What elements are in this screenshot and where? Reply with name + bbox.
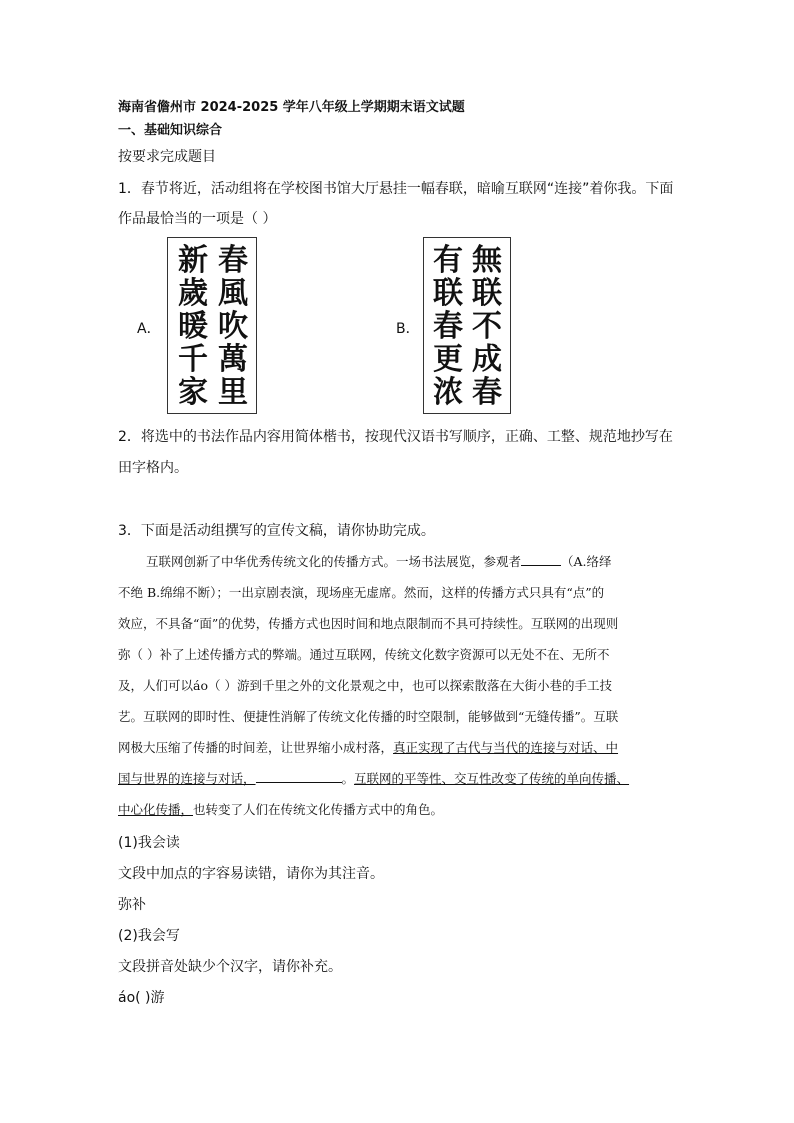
calligraphy-a-right-column: 春風吹萬里: [218, 243, 248, 410]
section-heading: 一、基础知识综合: [118, 123, 223, 138]
passage-text: 也转变了人们在传统文化传播方式中的角色。: [193, 802, 444, 817]
calligraphy-a: [167, 237, 257, 414]
passage-line-2: 不绝 B.绵绵不断）；一出京剧表演，现场座无虚席。然而，这样的传播方式只具有“点”的: [118, 585, 605, 600]
underlined-text: 互联网的平等性、交互性改变了传统的单向传播、: [354, 771, 630, 786]
sub1-title: (1)我会读: [118, 835, 180, 851]
passage-line-9: [118, 800, 686, 818]
sub1-word: 弥补: [118, 897, 146, 913]
passage-line-4: 弥（ ）补了上述传播方式的弊端。通过互联网，传统文化数字资源可以无处不在、无所不: [118, 647, 610, 662]
instruction-text: 按要求完成题目: [118, 149, 216, 165]
q2-line2: 田字格内。: [118, 460, 188, 476]
page-title: 海南省儋州市 2024-2025 学年八年级上学期期末语文试题: [118, 100, 465, 115]
passage-line-6: 艺。互联网的即时性、便捷性消解了传统文化传播的时空限制，能够做到“无缝传播”。互联: [118, 709, 619, 724]
passage-text: （A.络绎: [561, 554, 612, 569]
passage-text: 。: [341, 771, 355, 786]
passage-line-7: [118, 738, 686, 756]
sub2-desc: 文段拼音处缺少个汉字，请你补充。: [118, 959, 342, 975]
sub2-title: (2)我会写: [118, 928, 180, 944]
sub1-desc: 文段中加点的字容易读错，请你为其注音。: [118, 866, 384, 882]
option-b-label: B．: [396, 321, 420, 337]
passage-line-8: [118, 769, 686, 787]
passage-text: 网极大压缩了传播的时间差，让世界缩小成村落，: [118, 740, 394, 755]
underlined-text: 真正实现了古代与当代的连接与对话、中: [393, 740, 619, 755]
answer-blank[interactable]: [256, 770, 342, 783]
q3-intro: 3．下面是活动组撰写的宣传文稿，请你协助完成。: [118, 523, 435, 539]
q1-line2: 作品最恰当的一项是（ ）: [118, 211, 277, 227]
calligraphy-b: [423, 237, 511, 414]
calligraphy-b-right-column: 無联不成春: [472, 243, 502, 410]
q1-line1: 1．春节将近，活动组将在学校图书馆大厅悬挂一幅春联，暗喻互联网“连接”着你我。下面: [118, 181, 674, 197]
sub2-item: áo( )游: [118, 990, 165, 1006]
answer-blank[interactable]: [521, 553, 561, 566]
passage-line-5: 及，人们可以áo（ ）游到千里之外的文化景观之中，也可以探索散落在大街小巷的手工技: [118, 678, 612, 693]
underlined-text: 国与世界的连接与对话，: [118, 771, 256, 786]
passage-text: 互联网创新了中华优秀传统文化的传播方式。一场书法展览，参观者: [146, 554, 522, 569]
passage-line-3: 效应，不具备“面”的优势，传播方式也因时间和地点限制而不具可持续性。互联网的出现则: [118, 616, 619, 631]
q2-line1: 2．将选中的书法作品内容用简体楷书，按现代汉语书写顺序，正确、工整、规范地抄写在: [118, 429, 673, 445]
option-a-label: A．: [137, 321, 161, 337]
calligraphy-b-left-column: 有联春更浓: [433, 243, 463, 410]
passage-line-1: [146, 552, 714, 570]
underlined-text: 中心化传播，: [118, 802, 194, 817]
calligraphy-a-left-column: 新歲暖千家: [178, 243, 208, 410]
